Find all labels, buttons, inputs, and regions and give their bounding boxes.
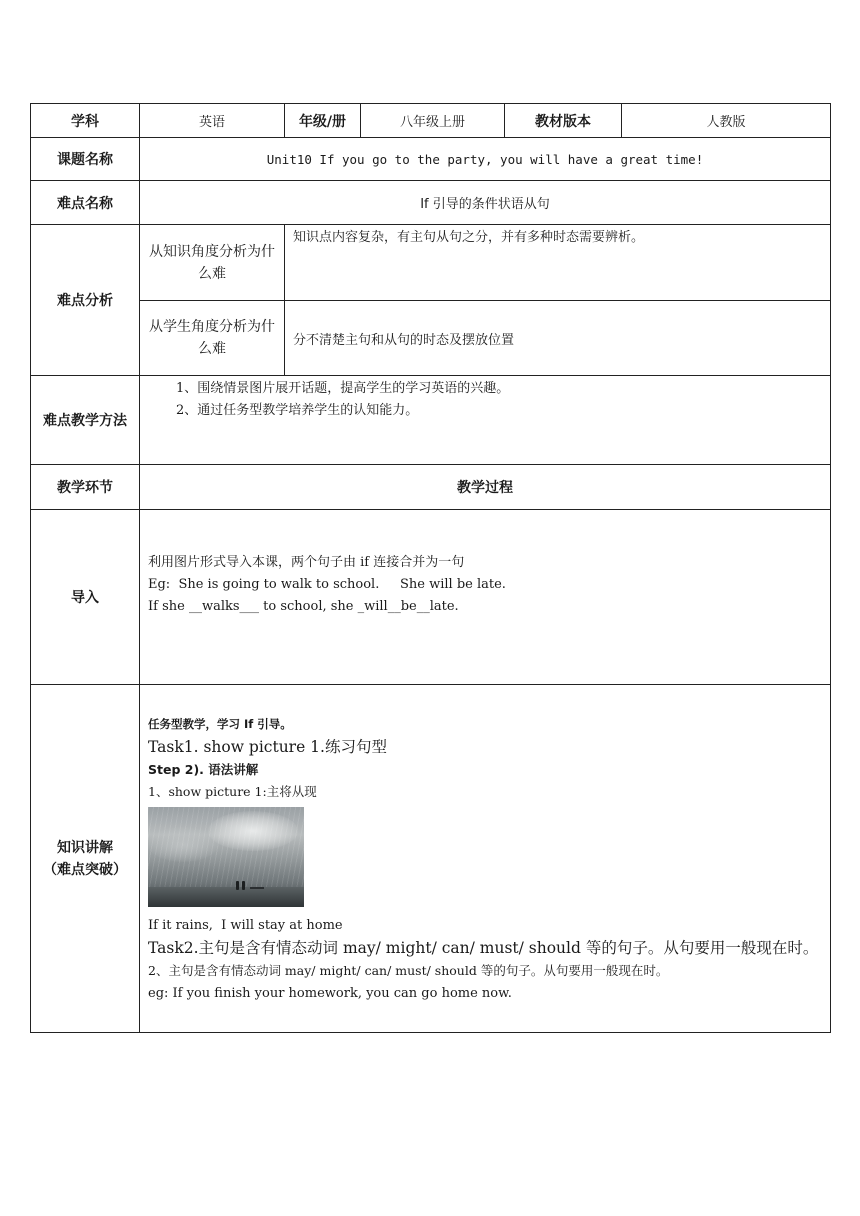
topic-label: 课题名称 xyxy=(31,138,140,181)
method-row xyxy=(31,376,831,465)
process-section-title: 教学过程 xyxy=(140,465,831,510)
intro-label: 导入 xyxy=(31,510,140,685)
difficulty-label: 难点名称 xyxy=(31,181,140,225)
knowledge-label-sub: （难点突破） xyxy=(43,861,127,878)
analysis-label: 难点分析 xyxy=(31,225,140,376)
process-section-label: 教学环节 xyxy=(31,465,140,510)
photo-figure xyxy=(236,881,239,890)
analysis-row-student xyxy=(31,301,831,376)
edition-label: 教材版本 xyxy=(505,104,622,138)
photo-sea xyxy=(148,887,304,907)
grade-value: 八年级上册 xyxy=(361,104,505,138)
task2-heading: Task2.主句是含有情态动词 may/ might/ can/ must/ should 等的句子。从句要用一般现在时。 xyxy=(148,939,819,957)
lesson-plan xyxy=(30,103,830,1033)
rainy-seaside-photo xyxy=(148,807,304,907)
analysis-row-knowledge xyxy=(31,225,831,301)
knowledge-row xyxy=(31,685,831,1033)
student-angle-text: 分不清楚主句和从句的时态及摆放位置 xyxy=(285,301,831,376)
method-item-2: 2、通过任务型教学培养学生的认知能力。 xyxy=(176,403,419,418)
knowledge-angle-text: 知识点内容复杂，有主句从句之分，并有多种时态需要辨析。 xyxy=(285,225,831,301)
process-header-row xyxy=(31,465,831,510)
step2-heading: Step 2). 语法讲解 xyxy=(148,762,259,777)
task1-heading: Task1. show picture 1.练习句型 xyxy=(148,738,387,756)
topic-row xyxy=(31,138,831,181)
difficulty-value: If 引导的条件状语从句 xyxy=(140,181,831,225)
knowledge-label: 知识讲解 xyxy=(57,839,113,856)
point-2: 2、主句是含有情态动词 may/ might/ can/ must/ should 等的句子。从句要用一般现在时。 xyxy=(148,963,669,978)
method-cell xyxy=(140,376,831,465)
knowledge-angle-label: 从知识角度分析为什么难 xyxy=(140,225,285,301)
method-label: 难点教学方法 xyxy=(31,376,140,465)
header-row xyxy=(31,104,831,138)
task-intro: 任务型教学，学习 If 引导。 xyxy=(148,717,292,731)
grade-label: 年级/册 xyxy=(285,104,361,138)
intro-row xyxy=(31,510,831,685)
student-angle-label: 从学生角度分析为什么难 xyxy=(140,301,285,376)
difficulty-row xyxy=(31,181,831,225)
photo-bench xyxy=(250,887,264,889)
lesson-plan-table xyxy=(30,103,831,1033)
example-2: eg: If you finish your homework, you can go home now. xyxy=(148,986,512,1001)
intro-cell xyxy=(140,510,831,685)
knowledge-label-cell xyxy=(31,685,140,1033)
knowledge-cell xyxy=(140,685,831,1033)
photo-figure xyxy=(242,881,245,890)
point-1: 1、show picture 1:主将从现 xyxy=(148,784,317,799)
topic-value: Unit10 If you go to the party, you will have a great time! xyxy=(140,138,831,181)
subject-label: 学科 xyxy=(31,104,140,138)
subject-value: 英语 xyxy=(140,104,285,138)
method-item-1: 1、围绕情景图片展开话题，提高学生的学习英语的兴趣。 xyxy=(176,381,510,396)
example-1: If it rains, I will stay at home xyxy=(148,918,343,933)
intro-line-2: Eg: She is going to walk to school. She will be late. xyxy=(148,577,506,592)
intro-line-1: 利用图片形式导入本课，两个句子由 if 连接合并为一句 xyxy=(148,555,465,570)
edition-value: 人教版 xyxy=(622,104,831,138)
intro-line-3: If she __walks___ to school, she _will__be__late. xyxy=(148,599,459,614)
